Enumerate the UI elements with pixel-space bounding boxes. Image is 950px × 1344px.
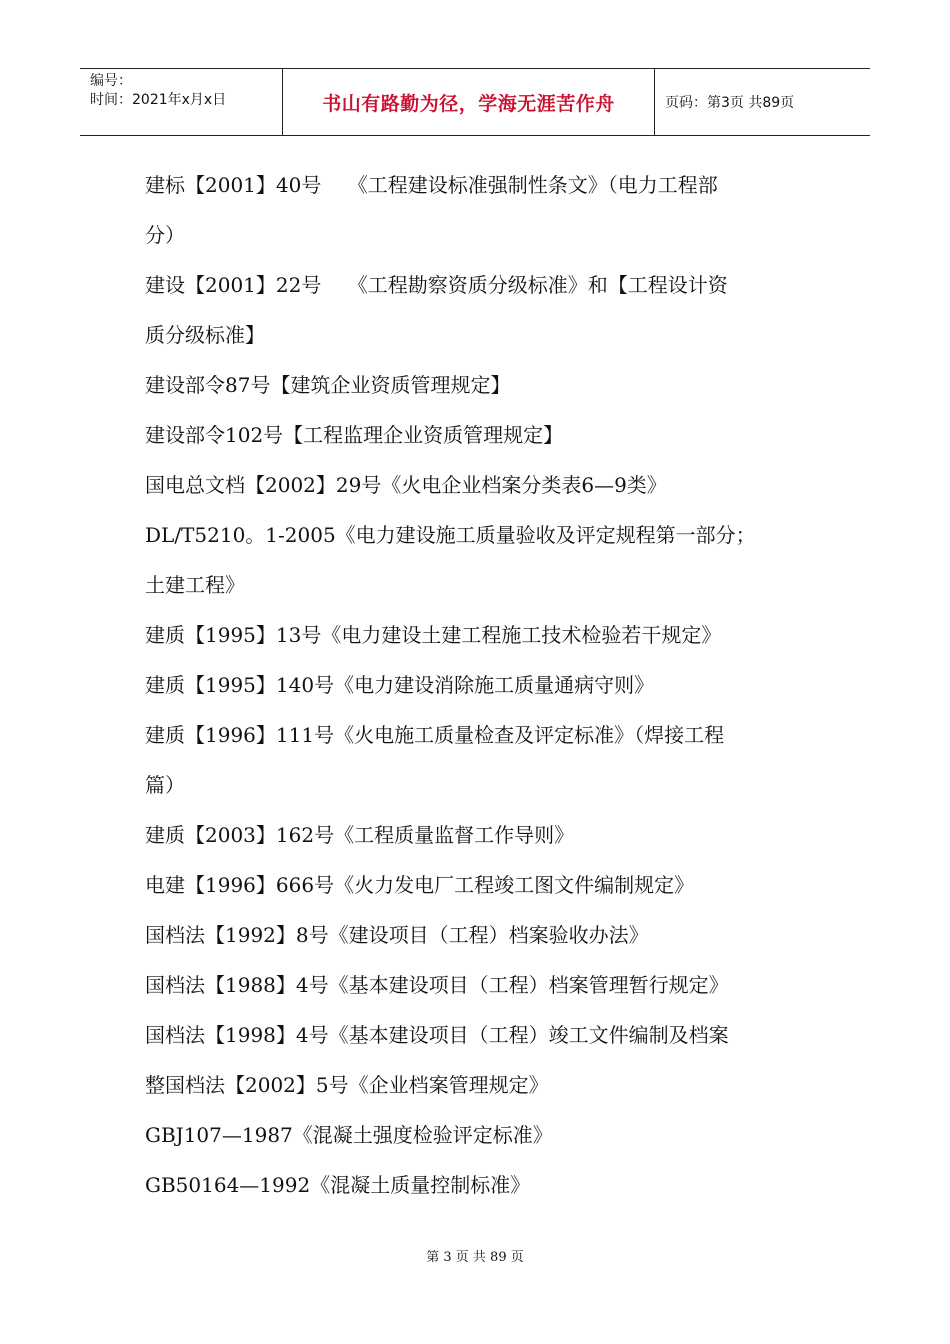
header-motto-cell <box>283 69 655 135</box>
text-line: 土建工程》 <box>145 573 245 597</box>
text-line: GB50164—1992《混凝土质量控制标准》 <box>145 1173 531 1197</box>
document-time-label: 时间：2021年x月x日 <box>90 92 227 108</box>
text-line: 国档法【1988】4号《基本建设项目（工程）档案管理暂行规定》 <box>145 973 729 997</box>
text-line: 电建【1996】666号《火力发电厂工程竣工图文件编制规定》 <box>145 873 695 897</box>
page-footer: 第 3 页 共 89 页 <box>426 1250 524 1265</box>
text-line: 建质【1995】140号《电力建设消除施工质量通病守则》 <box>145 673 655 697</box>
text-line: 建质【1995】13号《电力建设土建工程施工技术检验若干规定》 <box>145 623 722 647</box>
text-line: 建设部令102号【工程监理企业资质管理规定】 <box>145 423 564 447</box>
header-page-info-cell <box>655 69 870 135</box>
text-line: 质分级标准】 <box>145 323 265 347</box>
page-header <box>80 68 870 136</box>
header-motto: 书山有路勤为径，学海无涯苦作舟 <box>322 92 615 115</box>
document-number-label: 编号： <box>90 73 132 89</box>
text-line: 国档法【1998】4号《基本建设项目（工程）竣工文件编制及档案 <box>145 1023 729 1047</box>
text-line: 整国档法【2002】5号《企业档案管理规定》 <box>145 1073 549 1097</box>
text-line: 建设部令87号【建筑企业资质管理规定】 <box>145 373 511 397</box>
text-line: 建标【2001】40号 《工程建设标准强制性条文》（电力工程部 <box>145 173 718 197</box>
text-line: 分） <box>145 223 185 247</box>
text-line: 篇） <box>145 773 185 797</box>
document-body <box>145 160 815 1210</box>
header-meta <box>80 69 283 135</box>
header-page-info: 页码：第3页 共89页 <box>665 95 795 111</box>
text-line: 国电总文档【2002】29号《火电企业档案分类表6—9类》 <box>145 473 667 497</box>
text-line: 建质【2003】162号《工程质量监督工作导则》 <box>145 823 575 847</box>
text-line: DL/T5210。1-2005《电力建设施工质量验收及评定规程第一部分； <box>145 523 756 547</box>
text-line: 建质【1996】111号《火电施工质量检查及评定标准》（焊接工程 <box>145 723 725 747</box>
text-line: 建设【2001】22号 《工程勘察资质分级标准》和【工程设计资 <box>145 273 728 297</box>
text-line: 国档法【1992】8号《建设项目（工程）档案验收办法》 <box>145 923 649 947</box>
text-line: GBJ107—1987《混凝土强度检验评定标准》 <box>145 1123 553 1147</box>
